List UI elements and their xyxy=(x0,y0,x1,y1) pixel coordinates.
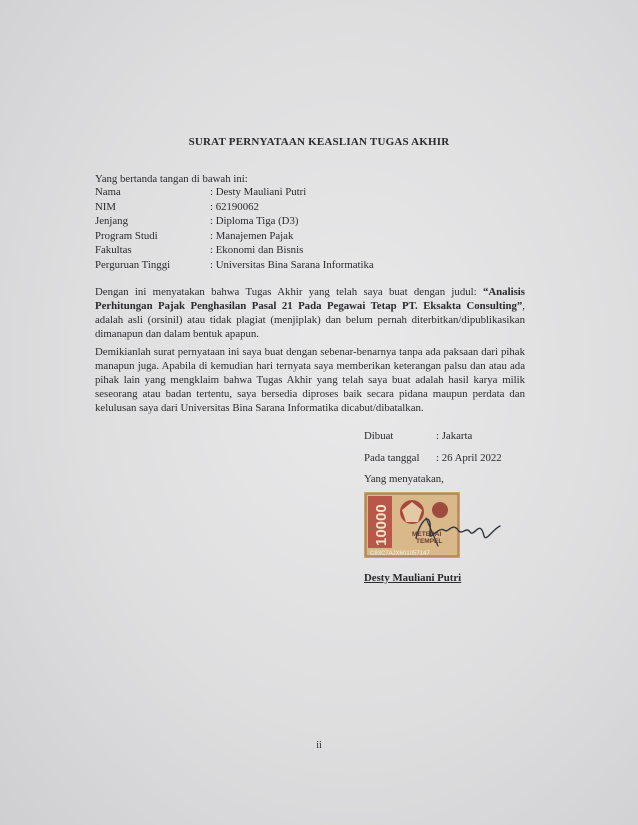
stamp-label-meterai: METERAI xyxy=(412,531,442,538)
stamp-label-tempel: TEMPEL xyxy=(416,538,443,545)
stamp-serial: C83C7AJX601057147 xyxy=(370,551,430,557)
identity-row xyxy=(95,214,374,229)
identity-label: Program Studi xyxy=(95,229,158,242)
identity-row xyxy=(95,200,374,215)
date-label: Pada tanggal xyxy=(364,452,420,464)
identity-row xyxy=(95,185,374,200)
place-label: Dibuat xyxy=(364,430,394,442)
identity-label: Fakultas xyxy=(95,244,132,257)
identity-label: Nama xyxy=(95,186,121,198)
identity-row xyxy=(95,229,374,244)
handwritten-signature xyxy=(408,508,504,554)
document-title: SURAT PERNYATAAN KEASLIAN TUGAS AKHIR xyxy=(188,136,450,148)
identity-value: : 62190062 xyxy=(210,200,259,213)
identity-row xyxy=(95,258,374,273)
identity-label: Jenjang xyxy=(95,215,128,228)
signer-name: Desty Mauliani Putri xyxy=(364,572,462,584)
place-line xyxy=(364,430,472,442)
stamp-value: 10000 xyxy=(373,504,390,546)
intro-text: Yang bertanda tangan di bawah ini: xyxy=(95,173,248,185)
statement-text: Yang menyatakan, xyxy=(364,473,444,485)
identity-value: : Diploma Tiga (D3) xyxy=(210,215,299,228)
place-value: : Jakarta xyxy=(436,430,473,442)
identity-label: NIM xyxy=(95,200,116,213)
declaration-paragraph xyxy=(95,285,525,341)
identity-value: : Universitas Bina Sarana Informatika xyxy=(210,258,374,271)
signature-stroke xyxy=(416,519,500,538)
identity-value: : Desty Mauliani Putri xyxy=(210,186,307,198)
identity-row xyxy=(95,243,374,258)
declaration-text-end: , adalah asli (orsinil) atau tidak plagiat (menjiplak) dan belum pernah diterbitkan/dipublikasikan dimanapun dan dalam bentuk apapun. xyxy=(95,300,525,340)
closing-paragraph: Demikianlah surat pernyataan ini saya buat dengan sebenar-benarnya tanpa ada paksaan dari pihak manapun juga. Apabila di kemudian hari ternyata saya memberikan keterangan palsu dan atau ada pihak lain yang mengklaim bahwa Tugas Akhir yang telah saya buat adalah hasil karya milik seseorang atau badan tertentu, saya bersedia diproses baik secara pidana maupun perdata dan kelulusan saya dari Universitas Bina Sarana Informatika dicabut/dibatalkan. xyxy=(95,346,525,414)
thesis-title: “Analisis Perhitungan Pajak Penghasilan Pasal 21 Pada Pegawai Tetap PT. Eksakta Consulting” xyxy=(95,286,525,312)
identity-label: Perguruan Tinggi xyxy=(95,258,171,271)
identity-value: : Ekonomi dan Bisnis xyxy=(210,244,304,257)
identity-table xyxy=(95,185,374,273)
identity-value: : Manajemen Pajak xyxy=(210,229,294,242)
date-value: : 26 April 2022 xyxy=(436,452,502,464)
declaration-text: Dengan ini menyatakan bahwa Tugas Akhir yang telah saya buat dengan judul: xyxy=(95,286,483,298)
page-number: ii xyxy=(316,740,322,751)
date-line xyxy=(364,452,502,464)
